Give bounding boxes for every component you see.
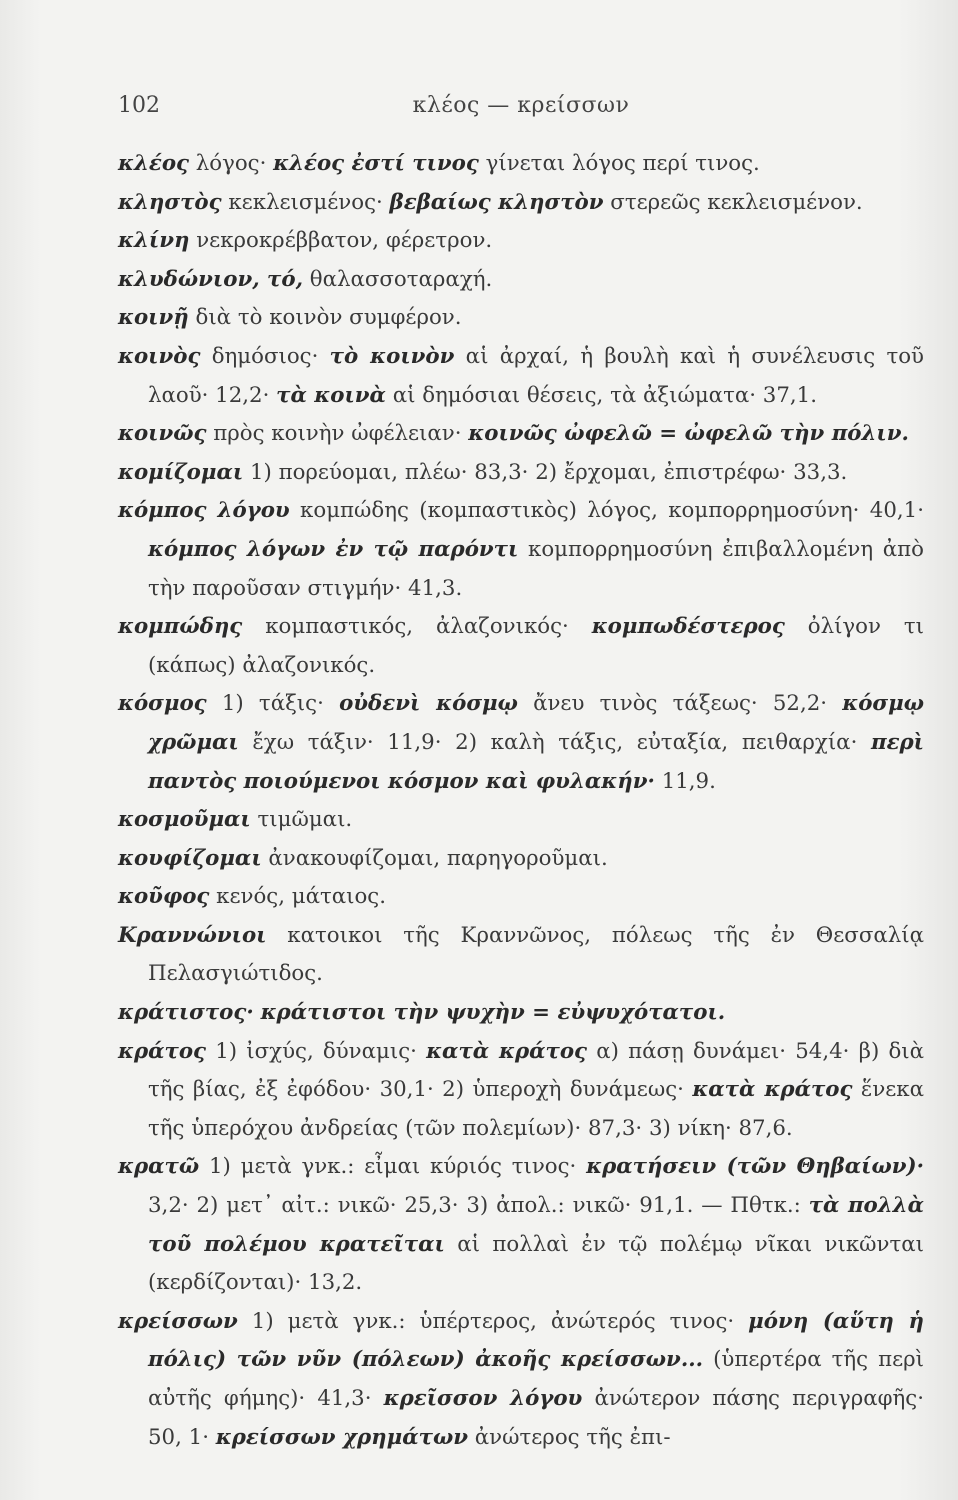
- entry-phrase: περὶ παντὸς ποιούμενοι κόσμον καὶ φυλακήν·: [148, 729, 924, 794]
- dictionary-entry: [118, 1033, 924, 1149]
- dictionary-entry: [118, 608, 924, 685]
- entry-definition: αἱ πολλαὶ ἐν τῷ πολέμῳ νῖκαι νικῶνται (κερδίζονται)· 13,2.: [148, 1231, 924, 1296]
- entry-headword: κλυδώνιον, τό,: [118, 266, 303, 292]
- entry-phrase: κρεῖσσον λόγου: [383, 1386, 583, 1411]
- entry-headword: κομίζομαι: [118, 459, 244, 485]
- entry-headword: κοινῇ: [118, 305, 189, 331]
- entry-phrase: κατὰ κράτος: [692, 1077, 853, 1103]
- entry-definition: κομπαστικός, ἀλαζονικός·: [242, 614, 592, 640]
- entry-phrase: κοινῶς ὠφελῶ = ὠφελῶ τὴν πόλιν.: [468, 421, 909, 447]
- entry-definition: κεκλεισμένος·: [221, 189, 390, 215]
- dictionary-entry: [118, 1303, 924, 1457]
- entry-definition: (ὑπερτέρα τῆς περὶ αὐτῆς φήμης)· 41,3·: [148, 1347, 925, 1411]
- entry-definition: γίνεται λόγος περί τινος.: [478, 151, 760, 176]
- dictionary-entry: [118, 801, 924, 840]
- entry-definition: κενός, μάταιος.: [209, 884, 386, 910]
- entry-phrase: βεβαίως κληστὸν: [389, 189, 604, 215]
- entry-headword: κλίνη: [118, 228, 190, 254]
- entry-definition: ἀνώτερον πάσης περιγραφῆς· 50, 1·: [148, 1386, 925, 1450]
- entry-headword: κοσμοῦμαι: [118, 807, 251, 833]
- dictionary-entry: [118, 299, 924, 338]
- entry-headword: Κραννώνιοι: [118, 922, 267, 948]
- entry-definition: ἔχω τάξιν· 11,9· 2) καλὴ τάξις, εὐταξία, πειθαρχία·: [238, 729, 871, 755]
- dictionary-entry: [118, 261, 924, 300]
- page-header: [118, 93, 924, 125]
- entry-phrase: μόνη (αὕτη ἡ πόλις) τῶν νῦν (πόλεων) ἀκοῆς κρείσσων...: [148, 1308, 924, 1373]
- entry-headword: κόσμος: [118, 691, 207, 717]
- dictionary-entry: [118, 145, 924, 184]
- dictionary-entry: [118, 184, 924, 223]
- entry-headword: κράτος: [118, 1038, 207, 1064]
- entry-phrase: τὰ πολλὰ τοῦ πολέμου κρατεῖται: [148, 1193, 924, 1257]
- entry-definition: κομπώδης (κομπαστικὸς) λόγος, κομπορρημοσύνη· 40,1·: [289, 498, 924, 524]
- dictionary-entry: [118, 840, 924, 879]
- entry-definition: [254, 1000, 261, 1025]
- entry-headword: κληστὸς: [118, 189, 222, 215]
- entry-phrase: κόμπος λόγων ἐν τῷ παρόντι: [148, 536, 519, 562]
- entry-definition: α) πάσῃ δυνάμει· 54,4· β) διὰ τῆς βίας, ἐξ ἐφόδου· 30,1· 2) ὑπεροχὴ δυνάμεως·: [148, 1038, 925, 1103]
- entry-definition: πρὸς κοινὴν ὠφέλειαν·: [206, 421, 469, 447]
- entry-headword: κράτιστος·: [118, 1000, 254, 1026]
- entry-definition: ἕνεκα τῆς ὑπερόχου ἀνδρείας (τῶν πολεμίων)· 87,3· 3) νίκη· 87,6.: [148, 1077, 924, 1141]
- entry-phrase: κρατήσειν (τῶν Θηβαίων)·: [586, 1154, 924, 1180]
- page-number: 102: [118, 93, 160, 118]
- dictionary-entry: [118, 878, 924, 917]
- entry-definition: κατοικοι τῆς Κραννῶνος, πόλεως τῆς ἐν Θεσσαλίᾳ Πελασγιώτιδος.: [148, 922, 924, 987]
- entry-definition: νεκροκρέββατον, φέρετρον.: [189, 228, 493, 254]
- entry-definition: ἄνευ τινὸς τάξεως· 52,2·: [517, 691, 843, 717]
- entry-phrase: κράτιστοι τὴν ψυχὴν = εὐψυχότατοι.: [260, 1000, 726, 1026]
- entry-phrase: κομπωδέστερος: [591, 614, 785, 640]
- entry-definition: διὰ τὸ κοινὸν συμφέρον.: [188, 305, 462, 331]
- entry-headword: κρείσσων: [118, 1308, 238, 1334]
- entry-definition: δημόσιος·: [200, 343, 330, 369]
- dictionary-entry: [118, 492, 924, 608]
- entry-definition: 1) μετὰ γνκ.: ὑπέρτερος, ἀνώτερός τινος·: [237, 1308, 749, 1334]
- entry-definition: 1) ἰσχύς, δύναμις·: [206, 1038, 427, 1064]
- entry-definition: 11,9.: [654, 768, 716, 794]
- dictionary-entry: [118, 994, 924, 1033]
- running-head: κλέος — κρείσσων: [412, 93, 630, 118]
- entry-headword: κρατῶ: [118, 1154, 200, 1180]
- dictionary-entry: [118, 222, 924, 261]
- entry-definition: αἱ δημόσιαι θέσεις, τὰ ἀξιώματα· 37,1.: [385, 382, 817, 408]
- entry-definition: 1) τάξις·: [206, 691, 340, 717]
- entry-headword: κλέος: [118, 151, 190, 176]
- dictionary-entry: [118, 917, 924, 994]
- entry-definition: ὀλίγον τι (κάπως) ἀλαζονικός.: [148, 614, 924, 678]
- entry-definition: λόγος·: [189, 151, 274, 176]
- entry-definition: ἀνακουφίζομαι, παρηγοροῦμαι.: [261, 845, 608, 871]
- entry-definition: στερεῶς κεκλεισμένον.: [603, 189, 863, 215]
- entry-headword: κομπώδης: [118, 614, 243, 640]
- entry-phrase: τὸ κοινὸν: [329, 343, 455, 369]
- entry-phrase: κατὰ κράτος: [426, 1038, 588, 1064]
- dictionary-entry: [118, 415, 924, 454]
- dictionary-entries: [118, 145, 924, 1457]
- dictionary-entry: [118, 685, 924, 801]
- entry-definition: 1) μετὰ γνκ.: εἶμαι κύριός τινος·: [199, 1154, 587, 1180]
- entry-phrase: τὰ κοινὰ: [276, 382, 386, 408]
- entry-definition: ἀνώτερος τῆς ἐπι-: [468, 1424, 671, 1450]
- entry-definition: θαλασσοταραχή.: [303, 266, 493, 292]
- entry-phrase: κλέος ἐστί τινος: [273, 151, 479, 176]
- dictionary-entry: [118, 338, 924, 415]
- entry-headword: κοῦφος: [118, 884, 210, 910]
- entry-headword: κόμπος λόγου: [118, 498, 290, 524]
- dictionary-entry: [118, 454, 924, 493]
- entry-definition: κομπορρημοσύνη ἐπιβαλλομένη ἀπὸ τὴν παροῦσαν στιγμήν· 41,3.: [148, 536, 925, 601]
- entry-definition: 1) πορεύομαι, πλέω· 83,3· 2) ἔρχομαι, ἐπιστρέφω· 33,3.: [243, 459, 848, 485]
- entry-headword: κοινῶς: [118, 421, 207, 447]
- entry-definition: αἱ ἀρχαί, ἡ βουλὴ καὶ ἡ συνέλευσις τοῦ λαοῦ· 12,2·: [148, 343, 924, 408]
- entry-definition: 3,2· 2) μετ᾽ αἰτ.: νικῶ· 25,3· 3) ἀπολ.: νικῶ· 91,1. — Πθτκ.:: [148, 1193, 809, 1219]
- entry-phrase: κρείσσων χρημάτων: [215, 1424, 469, 1450]
- dictionary-entry: [118, 1148, 924, 1302]
- entry-phrase: κόσμῳ χρῶμαι: [148, 691, 924, 755]
- entry-definition: τιμῶμαι.: [250, 807, 353, 833]
- entry-headword: κουφίζομαι: [118, 845, 262, 871]
- entry-phrase: οὐδενὶ κόσμῳ: [339, 691, 518, 717]
- entry-headword: κοινὸς: [118, 343, 201, 369]
